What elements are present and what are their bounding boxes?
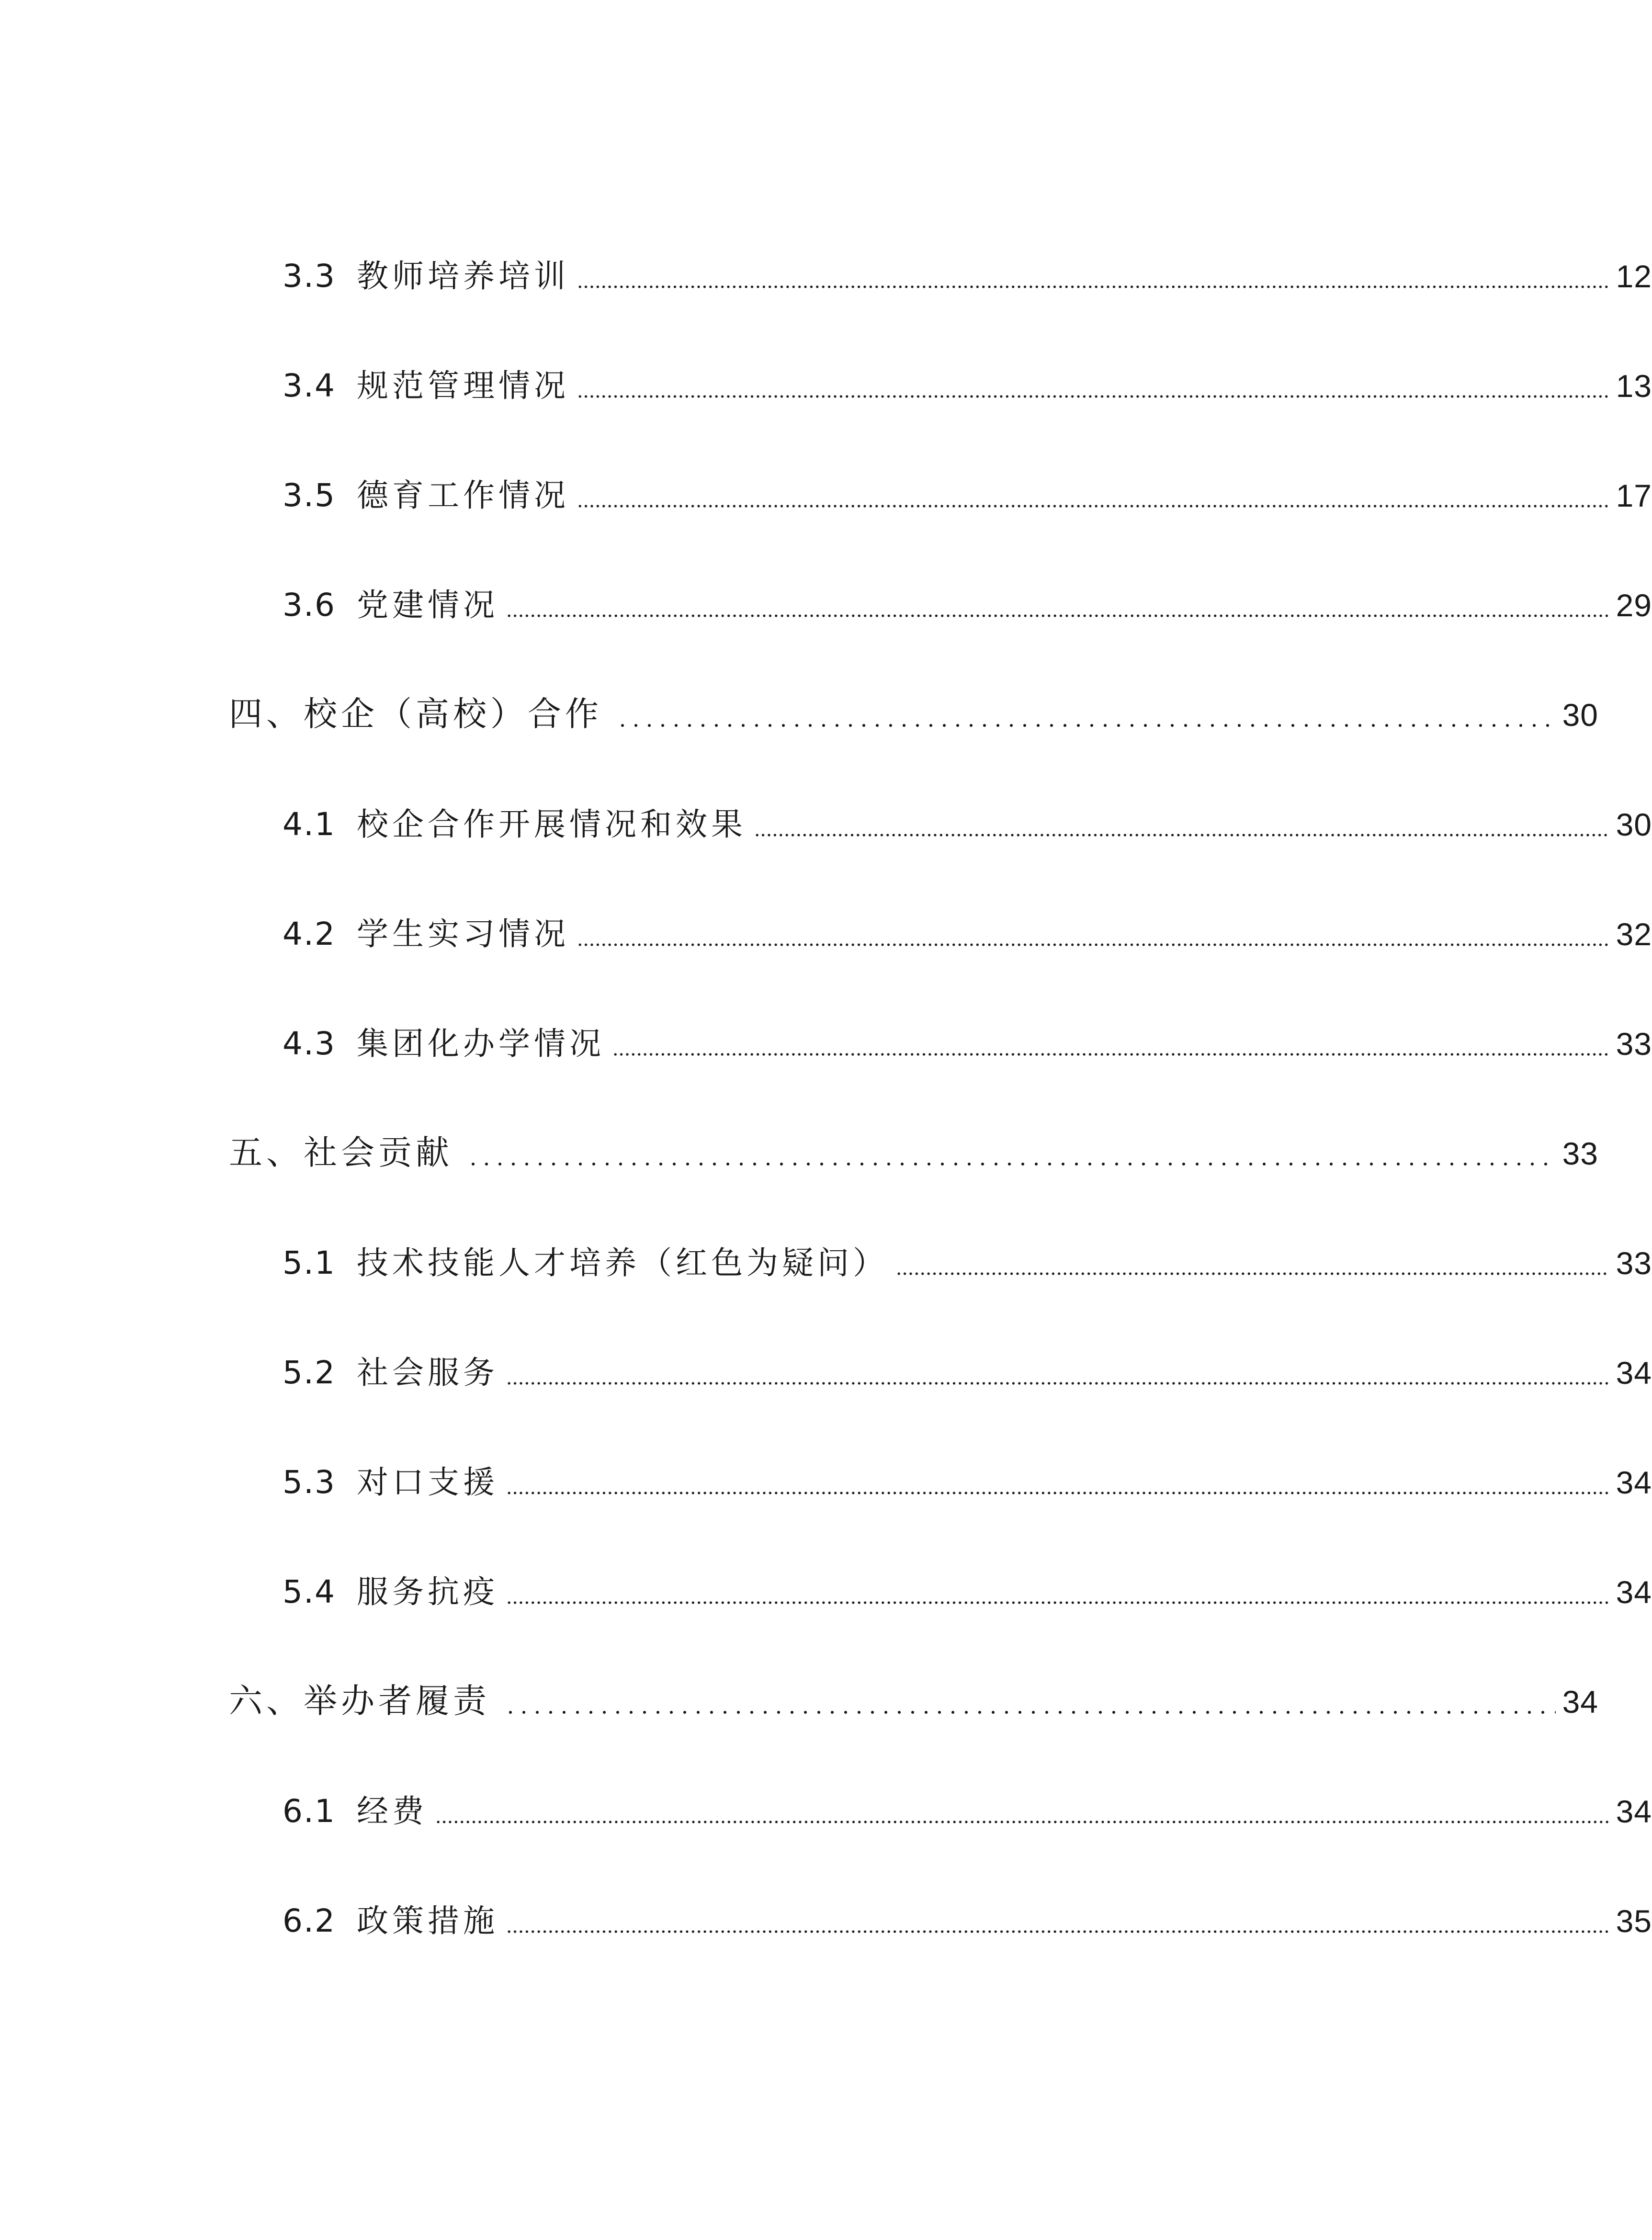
dot-leader bbox=[577, 942, 1609, 947]
toc-entry-section[interactable] bbox=[0, 678, 1598, 731]
toc-entry-number: 3.4 bbox=[283, 367, 336, 404]
toc-entry-page: 30 bbox=[1616, 807, 1652, 842]
toc-entry-title: 技术技能人才培养（红色为疑问） bbox=[356, 1244, 888, 1281]
toc-entry-title: 规范管理情况 bbox=[356, 367, 569, 404]
toc-entry-title: 德育工作情况 bbox=[356, 477, 569, 514]
toc-entry-title: 政策措施 bbox=[356, 1902, 498, 1939]
dot-leader bbox=[466, 1162, 1556, 1166]
toc-entry-page: 29 bbox=[1616, 588, 1652, 623]
dot-leader bbox=[896, 1271, 1609, 1276]
toc-entry-page: 30 bbox=[1562, 697, 1598, 733]
dot-leader bbox=[506, 613, 1609, 618]
toc-entry[interactable] bbox=[0, 1336, 1652, 1389]
toc-entry-title: 党建情况 bbox=[356, 587, 498, 623]
toc-entry-page: 12 bbox=[1616, 259, 1652, 294]
toc-entry-section[interactable] bbox=[0, 1665, 1598, 1718]
dot-leader bbox=[577, 284, 1609, 289]
toc-entry[interactable] bbox=[0, 459, 1652, 514]
toc-entry-number: 3.5 bbox=[283, 477, 336, 514]
toc-entry-page: 17 bbox=[1616, 478, 1652, 513]
toc-entry-title: 校企合作开展情况和效果 bbox=[356, 806, 747, 843]
toc-entry-number: 6.2 bbox=[283, 1902, 336, 1939]
toc-entry[interactable] bbox=[0, 568, 1652, 621]
toc-section-title: 四、校企（高校）合作 bbox=[229, 695, 602, 733]
dot-leader bbox=[612, 1052, 1609, 1057]
toc-entry-page: 33 bbox=[1562, 1136, 1598, 1171]
toc-entry-number: 5.3 bbox=[283, 1464, 336, 1501]
toc-entry-title: 学生实习情况 bbox=[356, 916, 569, 952]
toc-entry[interactable] bbox=[0, 897, 1652, 950]
toc-entry-page: 33 bbox=[1616, 1026, 1652, 1062]
toc-entry-page: 34 bbox=[1616, 1574, 1652, 1610]
toc-entry[interactable] bbox=[0, 1555, 1652, 1608]
dot-leader bbox=[506, 1491, 1609, 1495]
toc-entry-number: 5.1 bbox=[283, 1244, 336, 1281]
toc-entry-number: 4.3 bbox=[283, 1025, 336, 1062]
toc-entry-page: 13 bbox=[1616, 368, 1652, 404]
toc-entry[interactable] bbox=[0, 1884, 1652, 1937]
toc-entry-page: 34 bbox=[1562, 1684, 1598, 1720]
dot-leader bbox=[506, 1381, 1609, 1386]
toc-entry-title: 服务抗疫 bbox=[356, 1573, 498, 1610]
dot-leader bbox=[577, 504, 1609, 509]
dot-leader bbox=[435, 1820, 1609, 1824]
dot-leader bbox=[506, 1929, 1609, 1934]
dot-leader bbox=[577, 394, 1609, 399]
dot-leader bbox=[754, 833, 1609, 837]
toc-section-title: 五、社会贡献 bbox=[229, 1134, 453, 1171]
toc-entry-number: 6.1 bbox=[283, 1793, 336, 1830]
toc-entry-title: 集团化办学情况 bbox=[356, 1025, 605, 1062]
toc-entry[interactable] bbox=[0, 349, 1652, 402]
toc-entry[interactable] bbox=[0, 1226, 1652, 1279]
toc-entry-number: 5.4 bbox=[283, 1573, 336, 1610]
toc-entry-page: 35 bbox=[1616, 1903, 1652, 1939]
dot-leader bbox=[506, 1600, 1609, 1605]
dot-leader bbox=[504, 1710, 1556, 1715]
toc-entry[interactable] bbox=[0, 788, 1652, 843]
toc-entry-title: 经费 bbox=[356, 1793, 428, 1830]
toc-entry-number: 3.3 bbox=[283, 258, 336, 294]
toc-entry[interactable] bbox=[0, 1775, 1652, 1830]
toc-entry-page: 33 bbox=[1616, 1245, 1652, 1281]
toc-entry-number: 4.1 bbox=[283, 806, 336, 843]
toc-entry-number: 4.2 bbox=[283, 916, 336, 952]
toc-entry-page: 34 bbox=[1616, 1465, 1652, 1500]
toc-entry[interactable] bbox=[0, 1007, 1652, 1060]
toc-entry[interactable] bbox=[0, 1446, 1652, 1501]
toc-section-title: 六、举办者履责 bbox=[229, 1682, 490, 1720]
toc-entry-section[interactable] bbox=[0, 1117, 1598, 1169]
toc-entry-number: 5.2 bbox=[283, 1354, 336, 1391]
toc-entry-title: 对口支援 bbox=[356, 1464, 498, 1501]
toc-entry[interactable] bbox=[0, 239, 1652, 292]
toc-entry-page: 34 bbox=[1616, 1794, 1652, 1829]
toc-entry-page: 34 bbox=[1616, 1355, 1652, 1391]
dot-leader bbox=[616, 723, 1556, 728]
toc-entry-title: 教师培养培训 bbox=[356, 258, 569, 294]
toc-entry-number: 3.6 bbox=[283, 587, 336, 623]
toc-entry-title: 社会服务 bbox=[356, 1354, 498, 1391]
toc-entry-page: 32 bbox=[1616, 916, 1652, 952]
